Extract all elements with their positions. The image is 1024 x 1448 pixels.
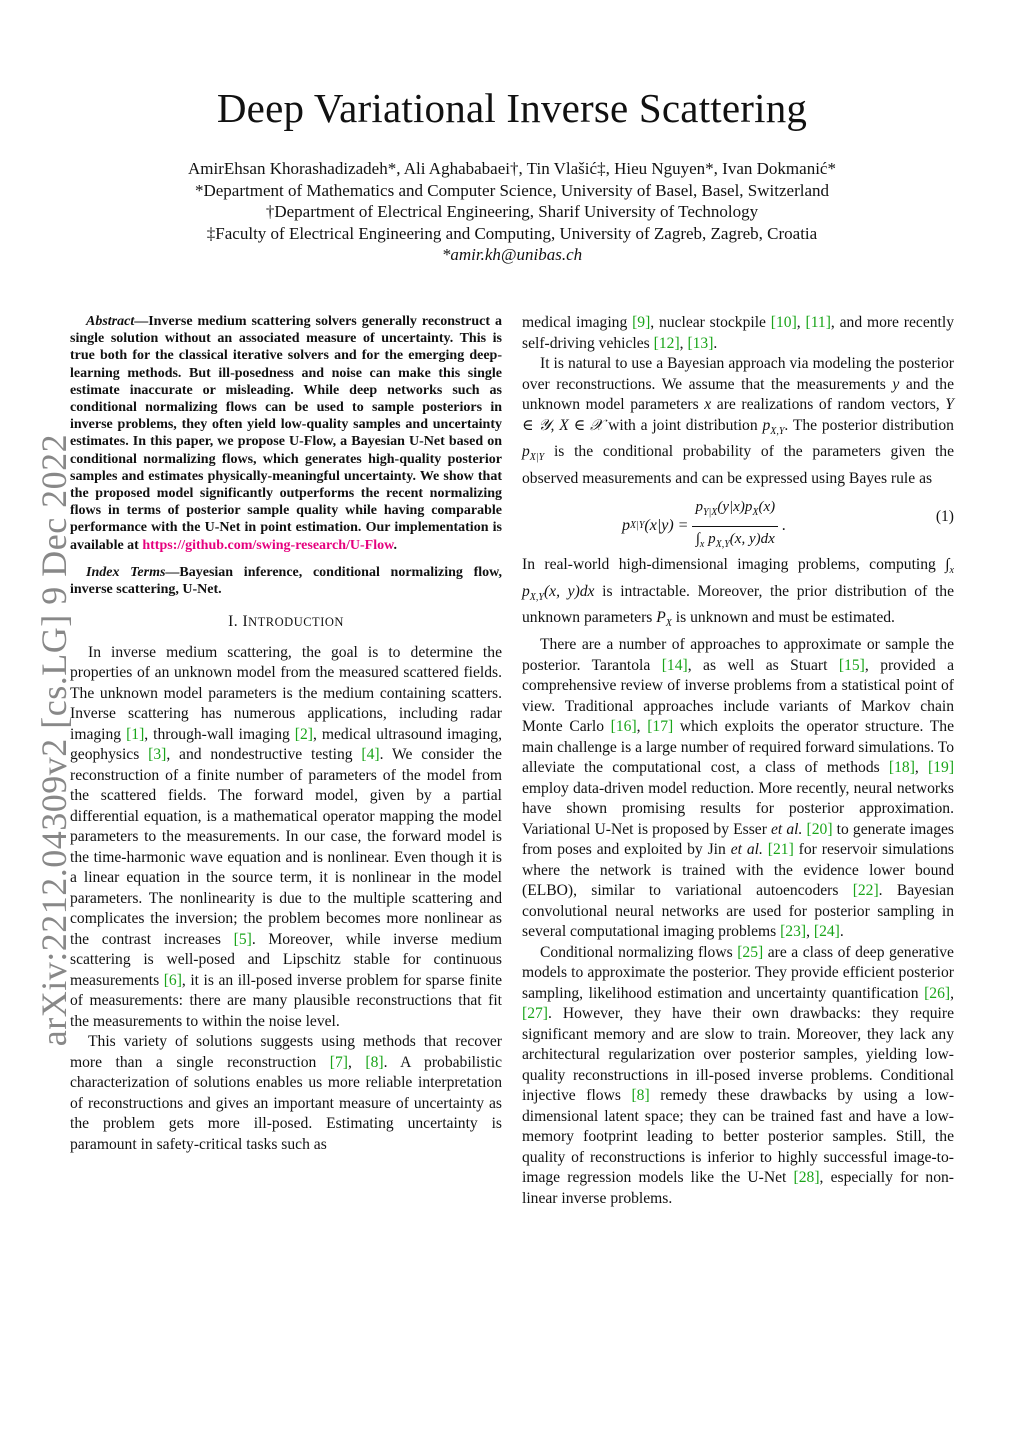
text-run: is the conditional probability of the parameters given the observed measurements and can be expressed using Bayes rule as — [522, 443, 954, 487]
math-subscript: X|Y — [630, 519, 645, 531]
text-run: , — [914, 759, 929, 777]
text-run: . Moreover, while inverse medium scattering is well-posed and Lipschitz stable for continuous measurements — [70, 930, 502, 989]
text-run: This variety of solutions suggests using methods that recover more than a single reconstruction — [70, 1033, 502, 1071]
text-run: is intractable. Moreover, the prior distribution of the unknown parameters — [522, 582, 954, 627]
integral-sign: ∫ — [695, 530, 700, 547]
equation-1 — [522, 495, 954, 551]
citation-link[interactable]: [6] — [163, 971, 182, 989]
section-caps: NTRODUCTION — [248, 615, 344, 630]
citation-link[interactable]: [8] — [631, 1087, 650, 1105]
text-run: It is natural to use a Bayesian approach via modeling the posterior over reconstructions. We assume that the measurements — [522, 355, 954, 393]
math-symbol: y — [892, 375, 900, 393]
text-run: , — [347, 1053, 366, 1071]
citation-link[interactable]: [14] — [661, 656, 688, 674]
citation-link[interactable]: [25] — [737, 943, 764, 961]
math-symbol: (x|y) = — [644, 516, 689, 534]
math-symbol: (x) — [758, 499, 776, 516]
text-run: There are a number of approaches to approximate or sample the posterior. Tarantola — [522, 636, 954, 674]
text-run: , — [796, 314, 806, 331]
citation-link[interactable]: [17] — [647, 718, 674, 736]
citation-link[interactable]: [20] — [806, 820, 833, 838]
text-run: , — [950, 984, 954, 1002]
math-symbol: p — [762, 416, 771, 434]
text-run: , as well as Stuart — [687, 656, 839, 674]
text-run: . Bayesian convolutional neural networks are used for posterior sampling in several computational imaging problems — [522, 882, 954, 941]
text-run: medical imaging — [522, 314, 633, 331]
text-run: Conditional normalizing flows — [540, 943, 738, 961]
fraction — [692, 497, 778, 555]
abstract-lead: Abstract — [86, 314, 135, 329]
text-run: are realizations of random vectors, — [711, 396, 946, 413]
text-run: , through-wall imaging — [144, 725, 295, 743]
text-run: for reservoir simulations where the network is trained with the evidence lower bound (ELBO), similar to variational autoencoders — [522, 841, 954, 900]
text-run: . A probabilistic characterization of solutions enables us more reliable interpretation of reconstructions and gives an important measure of uncertainty as the problem gets more ill-posed. Estimating uncertainty is paramount in safety-critical tasks such as — [70, 1053, 502, 1153]
text-run: , nuclear stockpile — [650, 314, 771, 331]
citation-link[interactable]: [24] — [813, 923, 840, 941]
math-symbol: (x, y)dx — [729, 530, 775, 547]
text-run: is unknown and must be estimated. — [671, 609, 895, 627]
math-symbol: (y|x)p — [717, 499, 753, 516]
left-column — [70, 313, 502, 1155]
integral-sign: ∫ — [945, 556, 950, 574]
text-run: . — [713, 334, 718, 352]
text-run: In real-world high-dimensional imaging problems, computing — [522, 556, 946, 574]
right-paragraph-5 — [522, 943, 954, 1210]
citation-link[interactable]: [23] — [780, 923, 807, 941]
equation-number: (1) — [935, 508, 954, 526]
citation-link[interactable]: [8] — [365, 1053, 384, 1071]
citation-link[interactable]: [4] — [361, 746, 380, 764]
citation-link[interactable]: [18] — [888, 759, 915, 777]
affiliation-3: ‡Faculty of Electrical Engineering and Computing, University of Zagreb, Zagreb, Croatia — [206, 223, 818, 243]
text-run: . — [839, 923, 844, 941]
text-run: In inverse medium scattering, the goal is to determine the properties of an unknown model from the measured scattered fields. The unknown model parameters is the medium containing scatters. Inverse scattering has numerous applications, including radar imaging — [70, 643, 502, 743]
intro-paragraph-2 — [70, 1032, 502, 1155]
citation-link[interactable]: [11] — [805, 314, 831, 331]
citation-link[interactable]: [22] — [852, 882, 879, 900]
affiliation-1: *Department of Mathematics and Computer Science, University of Basel, Basel, Switzerland — [194, 180, 830, 200]
text-run: remedy these drawbacks by using a low-dimensional latent space; they can be trained fast and have a low-memory footprint leading to better posterior samples. Still, the quality of reconstructions is inferior to highly successful image-to-image regression models like the U-Net — [522, 1087, 955, 1187]
author-list: AmirEhsan Khorashadizadeh*, Ali Aghababaei†, Tin Vlašić‡, Hieu Nguyen*, Ivan Dokmanić* — [188, 159, 836, 178]
math-symbol: p — [522, 443, 530, 461]
abstract — [70, 313, 502, 554]
citation-link[interactable]: [5] — [233, 930, 252, 948]
math-symbol: P — [656, 609, 666, 627]
section-heading-introduction — [70, 612, 502, 633]
math-subscript: x — [949, 565, 954, 577]
math-symbol: p — [695, 499, 703, 516]
citation-link[interactable]: [7] — [329, 1053, 348, 1071]
citation-link[interactable]: [19] — [928, 759, 955, 777]
text-run: and the unknown model parameters — [522, 375, 954, 413]
citation-link[interactable]: [2] — [294, 725, 313, 743]
citation-link[interactable]: [27] — [522, 1005, 548, 1023]
math-subscript: X — [752, 507, 759, 519]
text-run: . The posterior distribution — [784, 416, 954, 434]
text-run: , — [636, 718, 648, 736]
index-terms-text: —Bayesian inference, conditional normalizing flow, inverse scattering, U-Net. — [70, 564, 502, 598]
text-run: . We consider the reconstruction of a finite number of parameters of the model from the scattered fields. The forward model, given by a partial differential equation, is a mathematical operator mapping the model parameters to the measurements. In our case, the forward model is the time-harmonic wave equation and is nonlinear. Even though it is a linear equation in the source term, it is nonlinear in the model parameters. The nonlinearity is due to the multiple scattering and complicates the inversion; the problem becomes more nonlinear as the contrast increases — [70, 746, 502, 948]
fraction-denominator — [696, 527, 775, 556]
right-paragraph-3 — [522, 555, 954, 635]
right-paragraph-1 — [522, 313, 954, 354]
text-run: are a class of deep generative models to approximate the posterior. They provide efficient posterior sampling, likelihood estimation and uncertainty quantification — [522, 943, 954, 1002]
text-run: , — [806, 923, 814, 941]
index-terms-lead: Index Terms — [86, 564, 166, 580]
text-run: , and nondestructive testing — [166, 746, 362, 764]
right-column — [522, 313, 954, 1209]
text-run: to generate images from poses and exploited by Jin — [522, 820, 954, 859]
text-run: , — [679, 334, 688, 352]
citation-link[interactable]: [9] — [632, 314, 651, 331]
text-run: , provided a comprehensive review of inverse problems from a statistical point of view. Traditional approaches include variants of Markov chain Monte Carlo — [522, 656, 954, 736]
citation-link[interactable]: [16] — [610, 718, 637, 736]
citation-link[interactable]: [3] — [148, 746, 167, 764]
et-al: et al. — [771, 820, 803, 838]
math-symbol: Y ∈ 𝒴, X ∈ 𝒳 — [522, 396, 954, 434]
citation-link[interactable]: [21] — [767, 841, 794, 859]
math-subscript: X,Y — [715, 538, 730, 550]
math-symbol: p — [522, 582, 530, 600]
math-subscript: Y|X — [702, 507, 718, 519]
math-subscript: X,Y — [770, 425, 785, 437]
math-symbol: x — [704, 396, 712, 413]
citation-link[interactable]: [10] — [770, 314, 797, 331]
citation-link[interactable]: [28] — [793, 1169, 820, 1187]
math-subscript: X — [665, 618, 672, 630]
math-subscript: X|Y — [529, 452, 545, 464]
text-run: , medical ultrasound imaging, geophysics — [70, 725, 502, 764]
contact-email[interactable]: *amir.kh@unibas.ch — [441, 245, 583, 264]
math-subscript: X,Y — [529, 591, 544, 603]
text-run: , it is an ill-posed inverse problem for sparse finite of measurements: there are many plausible reconstructions that fit the measurements to within the noise level. — [70, 971, 502, 1030]
text-run: , and more recently self-driving vehicles — [522, 314, 955, 352]
arxiv-stamp-text: arXiv:2212.04309v2 [cs.LG] 9 Dec 2022 — [34, 433, 74, 1047]
abstract-text: —Inverse medium scattering solvers generally reconstruct a single solution without an associated measure of uncertainty. This is true both for the classical iterative solvers and for the emerging deep-learning methods. But ill-posedness and noise can make this single estimate inaccurate or misleading. While deep networks such as conditional normalizing flows can be used to sample posteriors in inverse problems, they often yield low-quality samples and uncertainty estimates. In this paper, we propose U-Flow, a Bayesian U-Net based on conditional normalizing flows, which generates high-quality posterior samples and estimates physically-meaningful uncertainty. We show that the proposed model significantly outperforms the recent normalizing flows in terms of posterior sample quality while having comparable performance with the U-Net in point estimation. Our implementation is available at — [70, 314, 502, 553]
citation-link[interactable]: [15] — [838, 656, 865, 674]
affiliation-2: †Department of Electrical Engineering, Sharif University of Technology — [265, 202, 759, 221]
math-symbol: p — [704, 530, 716, 547]
text-run: , especially for non-linear inverse problems. — [522, 1169, 954, 1207]
text-run: which exploits the operator structure. The main challenge is a large number of required forward simulations. To alleviate the computational cost, a class of methods — [522, 718, 955, 777]
text-run: employ data-driven model reduction. More recently, neural networks have shown promising results for posterior approximation. Variational U-Net is proposed by Esser — [522, 779, 954, 838]
citation-link[interactable]: [13] — [687, 334, 714, 352]
right-paragraph-4 — [522, 635, 954, 943]
math-subscript: x — [699, 538, 705, 550]
citation-link[interactable]: [12] — [653, 334, 680, 352]
section-numeral: I. I — [228, 613, 249, 631]
author-block — [0, 158, 1024, 266]
fraction-numerator — [692, 497, 778, 527]
math-symbol: (x, y)dx — [543, 582, 595, 600]
abstract-end: . — [393, 537, 397, 553]
index-terms — [70, 564, 502, 598]
right-paragraph-2 — [522, 354, 954, 489]
intro-paragraph-1 — [70, 643, 502, 1033]
equation-body — [622, 497, 786, 555]
citation-link[interactable]: [26] — [924, 984, 951, 1002]
text-run: . However, they have their own drawbacks: they require significant memory and are slow to train. Moreover, they lack any architectural regularization over posterior samples, yielding low-quality reconstructions in ill-posed inverse problems. Conditional injective flows — [522, 1005, 954, 1105]
math-symbol: . — [782, 516, 787, 534]
paper-title: Deep Variational Inverse Scattering — [216, 85, 808, 131]
citation-link[interactable]: [1] — [126, 725, 145, 743]
math-symbol: p — [622, 516, 630, 534]
text-run: with a joint distribution — [603, 416, 763, 434]
et-al: et al. — [730, 841, 763, 859]
code-link[interactable]: https://github.com/swing-research/U-Flow — [142, 537, 394, 553]
